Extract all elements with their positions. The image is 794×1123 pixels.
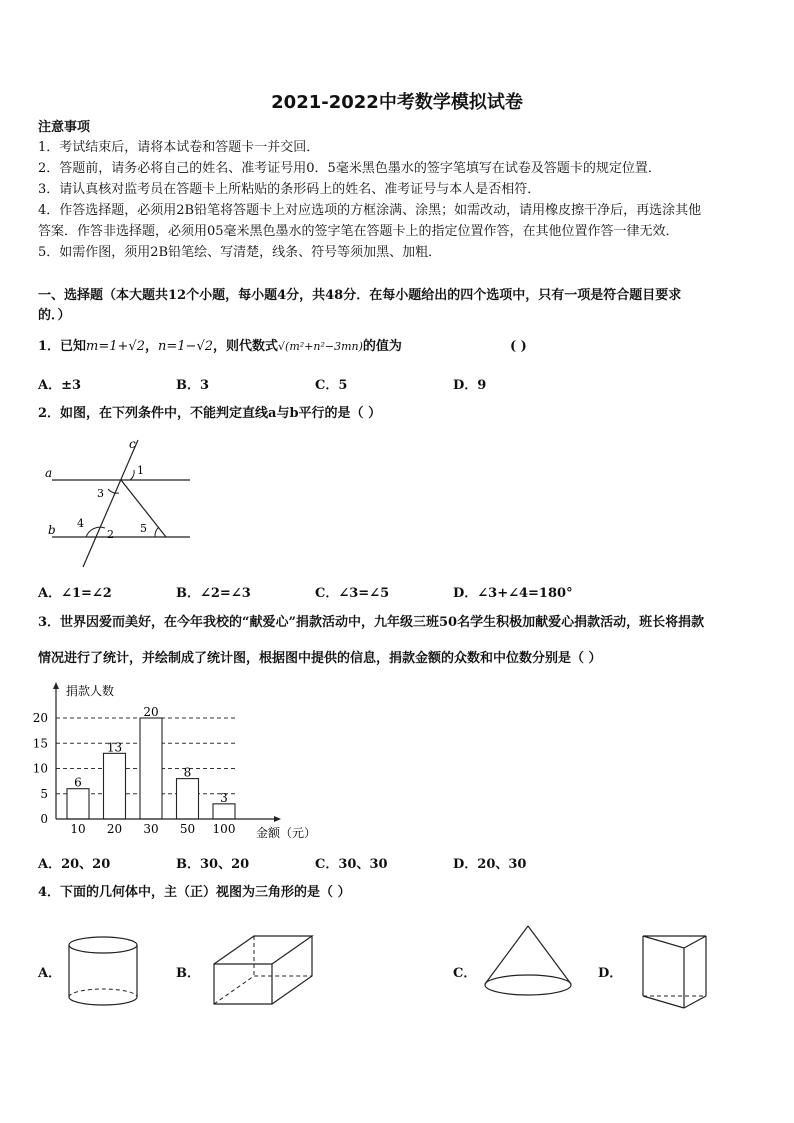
- q2-option-c: C．∠3=∠5: [315, 586, 390, 601]
- angle-label-2: 2: [107, 528, 114, 541]
- q1-sep: ，: [145, 339, 159, 354]
- section-heading: 一、选择题（本大题共12个小题，每小题4分，共48分．在每小题给出的四个选项中，只有一项是符合题目要求: [38, 288, 682, 303]
- q3-option-b: B．30、20: [176, 857, 250, 872]
- x-tick-label: 50: [179, 822, 196, 836]
- y-axis-arrow: [53, 682, 59, 689]
- q2-option-d: D．∠3+∠4=180°: [453, 586, 573, 601]
- q1-prefix: 1．已知: [38, 339, 87, 354]
- bar: [67, 789, 89, 819]
- bar-value-label: 6: [74, 775, 82, 790]
- chart-bars: [67, 705, 235, 819]
- label-b: b: [48, 523, 56, 537]
- cone-icon: [482, 922, 576, 1002]
- q1-n-formula: n=1−√2: [158, 339, 213, 354]
- q1-mid: ，则代数式: [213, 339, 279, 354]
- q1-option-d: D．9: [453, 378, 487, 393]
- x-tick-label: 20: [106, 822, 123, 836]
- bar: [177, 779, 199, 819]
- q4-stem: 4．下面的几何体中，主（正）视图为三角形的是（ ）: [38, 885, 351, 900]
- notice-item: 2．答题前，请务必将自己的姓名、准考证号用0．5毫米黑色墨水的签字笔填写在试卷及答题卡的规定位置．: [38, 161, 661, 176]
- angle-label-4: 4: [77, 517, 84, 530]
- notice-heading: 注意事项: [38, 120, 91, 135]
- q3-option-c: C．30、30: [315, 857, 388, 872]
- bar-value-label: 8: [183, 765, 192, 780]
- y-tick-label: 20: [32, 711, 48, 725]
- q4-option-a-label: A．: [38, 966, 62, 981]
- label-c: c: [129, 437, 136, 451]
- q4-option-c-label: C．: [453, 966, 477, 981]
- q1-option-c: C．5: [315, 378, 348, 393]
- y-tick-label: 0: [40, 812, 48, 826]
- bar: [104, 753, 126, 819]
- x-tick-label: 10: [70, 822, 86, 836]
- bar: [213, 804, 235, 819]
- chart-x-axis-label: 金额（元）: [256, 826, 317, 840]
- q2-option-a: A．∠1=∠2: [38, 586, 112, 601]
- notice-item: 1．考试结束后，请将本试卷和答题卡一并交回．: [38, 140, 320, 155]
- x-tick-label: 100: [212, 822, 236, 836]
- angle-label-5: 5: [140, 522, 147, 535]
- q1-option-b: B．3: [176, 378, 210, 393]
- q3-stem: 3．世界因爱而美好，在今年我校的“献爱心”捐款活动中，九年级三班50名学生积极加献爱心捐款活动，班长将捐款: [38, 615, 705, 630]
- q2-parallel-lines-figure: [38, 435, 208, 575]
- notice-item: 4．作答选择题，必须用2B铅笔将答题卡上对应选项的方框涂满、涂黑；如需改动，请用橡皮擦干净后，再选涂其他: [38, 203, 702, 218]
- bar-value-label: 20: [143, 705, 159, 719]
- y-tick-label: 5: [40, 786, 48, 801]
- q1-stem: [38, 338, 402, 356]
- notice-item: 答案．作答非选择题，必须用05毫米黑色墨水的签字笔在答题卡上的指定位置作答，在其他位置作答一律无效．: [38, 224, 679, 239]
- cylinder-icon: [66, 935, 144, 1015]
- q4-option-d-label: D．: [598, 966, 623, 981]
- q3-option-a: A．20、20: [38, 857, 111, 872]
- x-axis-arrow: [274, 816, 281, 822]
- q1-answer-blank: ( ): [510, 339, 527, 354]
- bar-value-label: 3: [220, 790, 228, 805]
- q4-option-b-label: B．: [176, 966, 200, 981]
- y-tick-label: 10: [32, 761, 48, 776]
- q3-option-d: D．20、30: [453, 857, 527, 872]
- cuboid-icon: [210, 932, 320, 1010]
- y-tick-label: 15: [32, 736, 48, 751]
- q1-m-formula: m=1+√2: [86, 339, 145, 354]
- q2-stem: 2．如图，在下列条件中，不能判定直线a与b平行的是（ ）: [38, 406, 382, 421]
- angle-label-3: 3: [97, 487, 104, 500]
- donation-bar-chart: [30, 680, 360, 845]
- notice-item: 3．请认真核对监考员在答题卡上所粘贴的条形码上的姓名、准考证号与本人是否相符．: [38, 182, 541, 197]
- angle-label-1: 1: [137, 464, 144, 477]
- chart-y-axis-label: 捐款人数: [66, 684, 115, 698]
- q1-expression: √(m²+n²−3mn): [278, 340, 363, 353]
- page-title: 2021-2022中考数学模拟试卷: [271, 92, 523, 113]
- section-heading-cont: 的．）: [38, 308, 71, 323]
- x-tick-label: 30: [143, 822, 159, 836]
- q3-stem-cont: 情况进行了统计，并绘制成了统计图，根据图中提供的信息，捐款金额的众数和中位数分别是（ ）: [38, 651, 602, 666]
- q2-option-b: B．∠2=∠3: [176, 586, 251, 601]
- triangular-prism-icon: [638, 930, 718, 1010]
- notice-item: 5．如需作图，须用2B铅笔绘、写清楚，线条、符号等须加黑、加粗．: [38, 245, 442, 260]
- bar-value-label: 13: [106, 740, 123, 755]
- label-a: a: [45, 466, 53, 480]
- q1-option-a: A．±3: [38, 378, 82, 393]
- q1-suffix: 的值为: [362, 339, 402, 354]
- bar: [140, 718, 162, 819]
